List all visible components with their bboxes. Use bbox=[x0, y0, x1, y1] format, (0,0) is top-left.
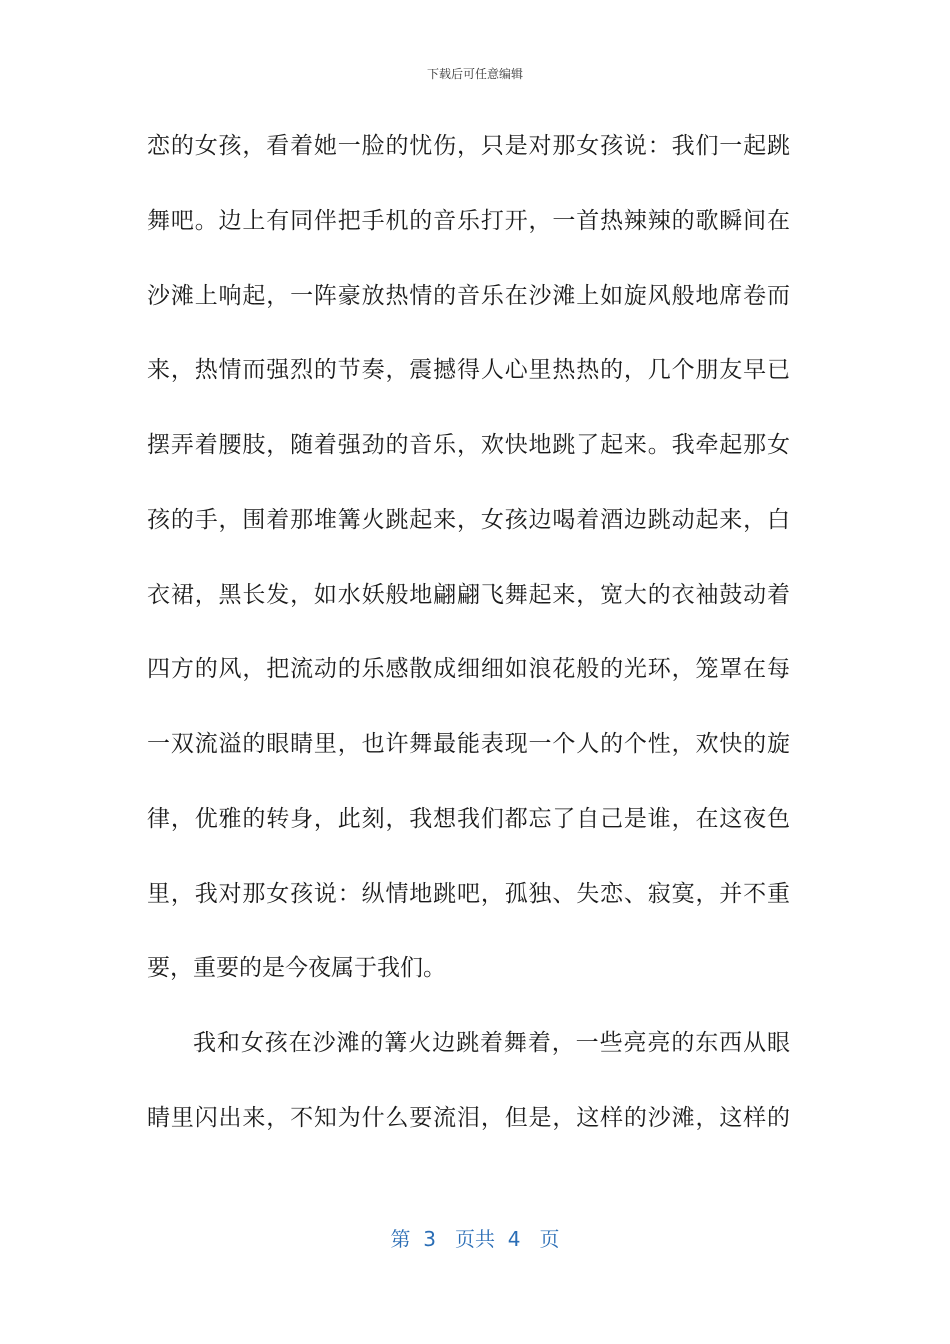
paragraph-line: 舞吧。边上有同伴把手机的音乐打开，一首热辣辣的歌瞬间在 bbox=[147, 208, 790, 234]
paragraph-line: 恋的女孩，看着她一脸的忧伤，只是对那女孩说：我们一起跳 bbox=[147, 133, 790, 159]
paragraph-line: 律，优雅的转身，此刻，我想我们都忘了自己是谁，在这夜色 bbox=[147, 806, 790, 832]
paragraph-line: 沙滩上响起，一阵豪放热情的音乐在沙滩上如旋风般地席卷而 bbox=[147, 283, 790, 309]
paragraph-line: 要，重要的是今夜属于我们。 bbox=[147, 955, 446, 981]
paragraph-line: 四方的风，把流动的乐感散成细细如浪花般的光环，笼罩在每 bbox=[147, 656, 790, 682]
paragraph-line: 一双流溢的眼睛里，也许舞最能表现一个人的个性，欢快的旋 bbox=[147, 731, 790, 757]
paragraph-line: 睛里闪出来，不知为什么要流泪，但是，这样的沙滩，这样的 bbox=[147, 1105, 790, 1131]
paragraph-line: 摆弄着腰肢，随着强劲的音乐，欢快地跳了起来。我牵起那女 bbox=[147, 432, 790, 458]
paragraph-line: 里，我对那女孩说：纵情地跳吧，孤独、失恋、寂寞，并不重 bbox=[147, 881, 790, 907]
paragraph-line: 孩的手，围着那堆篝火跳起来，女孩边喝着酒边跳动起来，白 bbox=[147, 507, 790, 533]
page-header: 下载后可任意编辑 bbox=[426, 67, 523, 81]
page-footer: 第 3 页共 4 页 bbox=[390, 1227, 560, 1251]
paragraph-line: 来，热情而强烈的节奏，震撼得人心里热热的，几个朋友早已 bbox=[147, 357, 790, 383]
paragraph-line: 我和女孩在沙滩的篝火边跳着舞着，一些亮亮的东西从眼 bbox=[193, 1030, 790, 1056]
paragraph-line: 衣裙，黑长发，如水妖般地翩翩飞舞起来，宽大的衣袖鼓动着 bbox=[147, 582, 790, 608]
